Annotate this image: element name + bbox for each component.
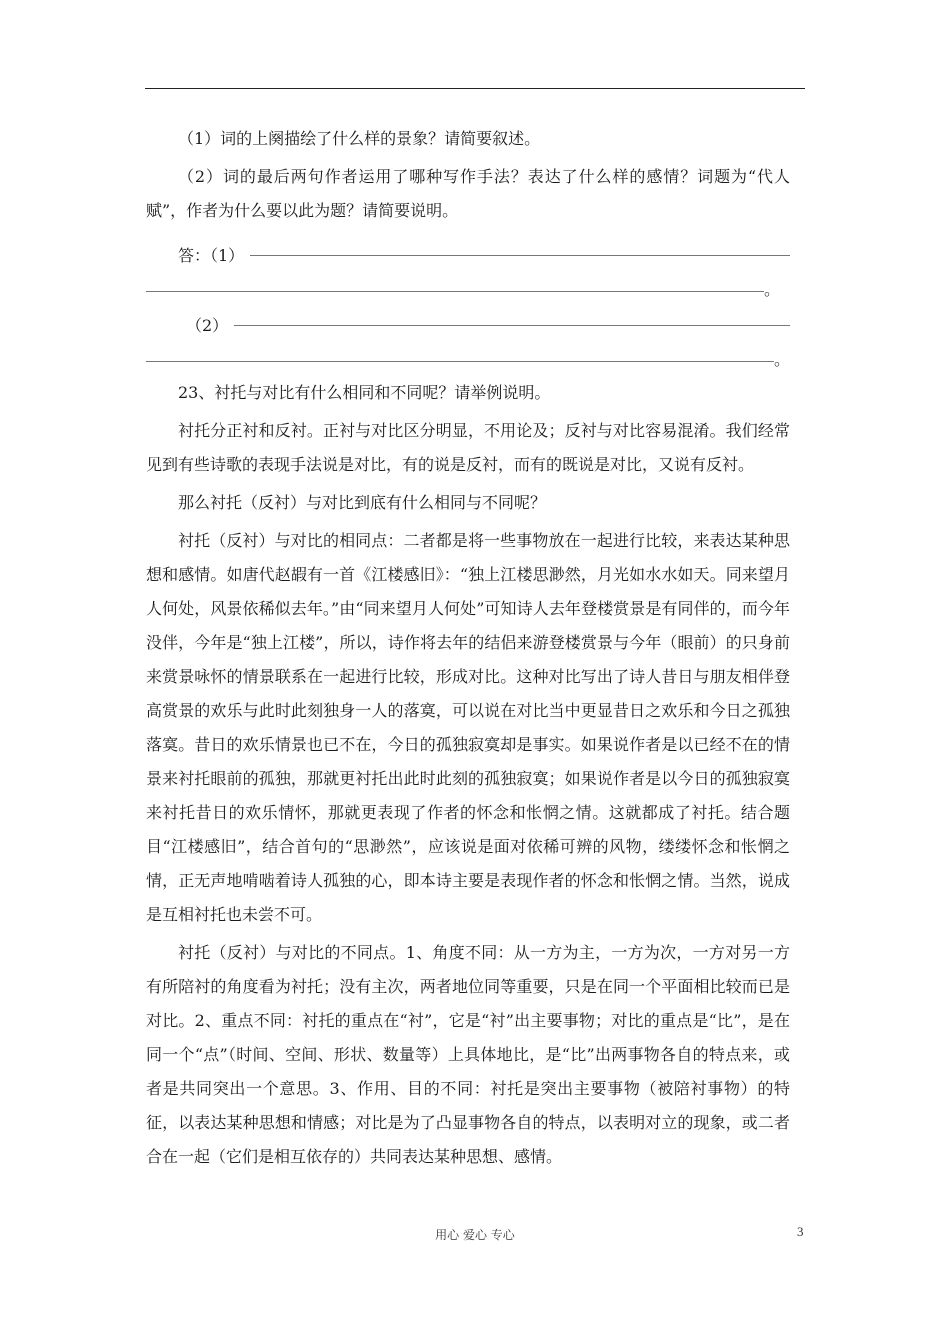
- page-number: 3: [797, 1224, 804, 1239]
- answer-1-end-mark: 。: [764, 280, 781, 299]
- answer-1-label: 答：（1）: [178, 246, 245, 265]
- answer-2-continuation: [146, 336, 790, 372]
- header-rule: [145, 88, 805, 89]
- answer-1-continuation: [146, 266, 790, 302]
- paragraph-4: 衬托（反衬）与对比的不同点。1、角度不同：从一方为主，一方为次，一方对另一方有所陪衬的角度看为衬托；没有主次，两者地位同等重要，只是在同一个平面相比较而已是对比。2、重点不同：衬托的重点在“衬”，它是“衬”出主要事物；对比的重点是“比”，是在同一个“点”（时间、空间、形状、数量等）上具体地比，是“比”出两事物各自的特点来，或者是共同突出一个意思。3、作用、目的不同：衬托是突出主要事物（被陪衬事物）的特征，以表达某种思想和情感；对比是为了凸显事物各自的特点，以表明对立的现象，或二者合在一起（它们是相互依存的）共同表达某种思想、感情。: [146, 943, 790, 1166]
- answer-2-label: （2）: [186, 316, 229, 335]
- answer-2-blank-line: [234, 309, 790, 326]
- question-23-title: 23、衬托与对比有什么相同和不同呢？请举例说明。: [178, 383, 551, 402]
- answer-2-row: [146, 302, 790, 336]
- question-2: （2）词的最后两句作者运用了哪种写作手法？表达了什么样的感情？词题为“代人赋”，作者为什么要以此为题？请简要说明。: [146, 167, 790, 220]
- answer-1-row: [146, 232, 790, 266]
- answer-1-blank-line-2: [146, 275, 764, 292]
- paragraph-2: 那么衬托（反衬）与对比到底有什么相同与不同呢？: [178, 493, 547, 512]
- answer-1-blank-line: [250, 239, 790, 256]
- paragraph-3: 衬托（反衬）与对比的相同点：二者都是将一些事物放在一起进行比较，来表达某种思想和感情。如唐代赵嘏有一首《江楼感旧》：“独上江楼思渺然，月光如水水如天。同来望月人何处，风景依稀似去年。”由“同来望月人何处”可知诗人去年登楼赏景是有同伴的，而今年没伴，今年是“独上江楼”，所以，诗作将去年的结侣来游登楼赏景与今年（眼前）的只身前来赏景咏怀的情景联系在一起进行比较，形成对比。这种对比写出了诗人昔日与朋友相伴登高赏景的欢乐与此时此刻独身一人的落寞，可以说在对比当中更显昔日之欢乐和今日之孤独落寞。昔日的欢乐情景也已不在，今日的孤独寂寞却是事实。如果说作者是以已经不在的情景来衬托眼前的孤独，那就更衬托出此时此刻的孤独寂寞；如果说作者是以今日的孤独寂寞来衬托昔日的欢乐情怀，那就更表现了作者的怀念和怅惘之情。这就都成了衬托。结合题目“江楼感旧”，结合首句的“思渺然”，应该说是面对依稀可辨的风物，缕缕怀念和怅惘之情，正无声地啃啮着诗人孤独的心，即本诗主要是表现作者的怀念和怅惘之情。当然，说成是互相衬托也未尝不可。: [146, 531, 790, 924]
- answer-2-end-mark: 。: [773, 350, 790, 369]
- answer-2-blank-line-2: [146, 345, 774, 362]
- paragraph-1: 衬托分正衬和反衬。正衬与对比区分明显，不用论及；反衬与对比容易混淆。我们经常见到有些诗歌的表现手法说是对比，有的说是反衬，而有的既说是对比，又说有反衬。: [146, 421, 790, 474]
- footer-slogan: 用心 爱心 专心: [435, 1228, 515, 1242]
- page-content: [146, 122, 790, 1174]
- question-1: （1）词的上阕描绘了什么样的景象？请简要叙述。: [178, 129, 541, 148]
